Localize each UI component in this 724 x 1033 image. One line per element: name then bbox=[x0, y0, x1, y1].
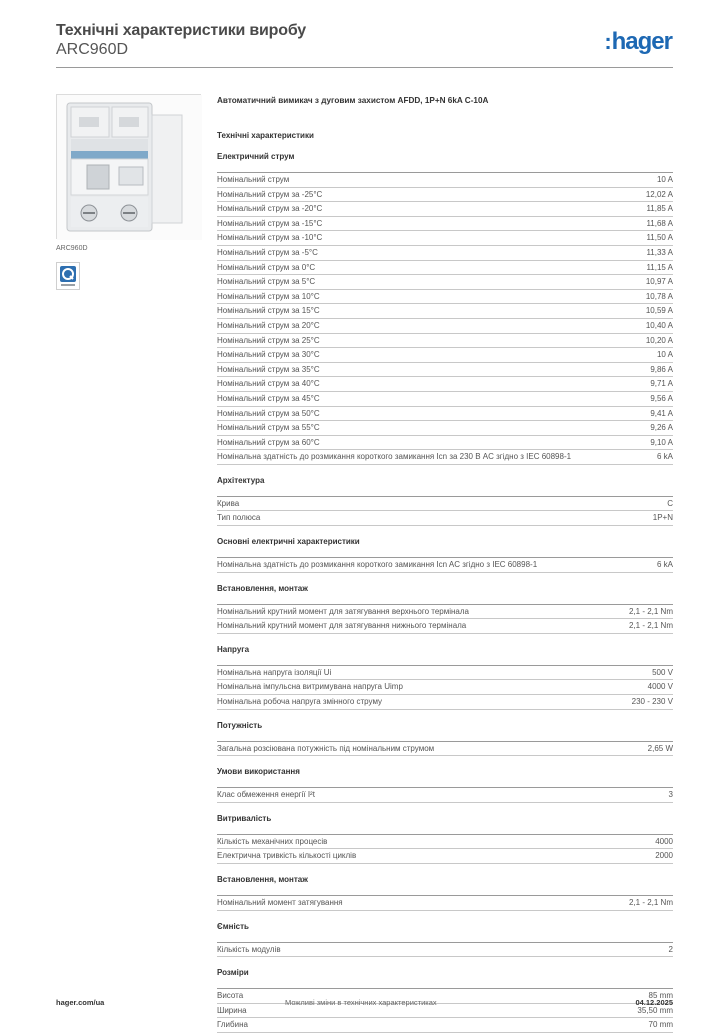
product-image-caption: ARC960D bbox=[56, 245, 88, 252]
spec-label: Номінальний струм за 0°C bbox=[217, 262, 316, 272]
spec-section bbox=[217, 465, 673, 526]
spec-value: 11,85 A bbox=[646, 204, 673, 214]
spec-row bbox=[217, 619, 673, 634]
section-heading: Встановлення, монтаж bbox=[217, 864, 673, 896]
footer-website-link[interactable]: hager.com/ua bbox=[56, 998, 105, 1007]
spec-label: Номінальний струм за -5°C bbox=[217, 247, 318, 257]
logo-text: hager bbox=[611, 28, 672, 55]
spec-label: Клас обмеження енергії I²t bbox=[217, 790, 315, 800]
spec-section bbox=[217, 803, 673, 864]
spec-label: Номінальний крутний момент для затягування верхнього термінала bbox=[217, 606, 469, 616]
spec-label: Кількість механічних процесів bbox=[217, 836, 328, 846]
quality-badge[interactable] bbox=[56, 262, 80, 290]
section-heading: Розміри bbox=[217, 957, 673, 989]
spec-label: Номінальний струм за -20°C bbox=[217, 204, 323, 214]
spec-row bbox=[217, 680, 673, 695]
spec-value: 10,59 A bbox=[645, 306, 673, 316]
spec-label: Тип полюса bbox=[217, 513, 261, 523]
product-image[interactable] bbox=[56, 94, 201, 239]
page-header bbox=[56, 22, 674, 68]
spec-label: Номінальний струм за 10°C bbox=[217, 291, 320, 301]
spec-value: 1P+N bbox=[652, 513, 673, 523]
spec-row bbox=[217, 436, 673, 451]
spec-section bbox=[217, 864, 673, 911]
spec-label: Номінальний момент затягування bbox=[217, 898, 343, 907]
spec-value: 9,56 A bbox=[650, 393, 673, 403]
spec-value: 10 A bbox=[656, 350, 673, 360]
spec-label: Номінальний струм за 5°C bbox=[217, 277, 316, 287]
spec-value: 11,50 A bbox=[646, 233, 673, 243]
spec-row bbox=[217, 421, 673, 436]
spec-value: 10,97 A bbox=[645, 277, 673, 287]
spec-label: Номінальна напруга ізоляції Ui bbox=[217, 667, 332, 677]
spec-value: 2 bbox=[668, 944, 673, 954]
spec-label: Номінальний струм за 40°C bbox=[217, 379, 320, 389]
spec-value: 9,26 A bbox=[650, 423, 673, 433]
spec-value: 230 - 230 V bbox=[631, 697, 673, 707]
spec-label: Номінальний струм за -10°C bbox=[217, 233, 323, 243]
spec-label: Загальна розсіювана потужність під номінальним струмом bbox=[217, 743, 435, 753]
logo-colon-icon: : bbox=[604, 29, 611, 54]
technical-specs-title: Технічні характеристики bbox=[217, 131, 314, 140]
spec-section bbox=[217, 710, 673, 757]
spec-label: Номінальний струм за 35°C bbox=[217, 364, 320, 374]
spec-row bbox=[217, 788, 673, 803]
spec-value: 3 bbox=[668, 790, 673, 800]
spec-value: 2,65 W bbox=[647, 743, 673, 753]
spec-value: 70 mm bbox=[648, 1020, 673, 1030]
spec-value: 4000 V bbox=[647, 682, 673, 692]
spec-row bbox=[217, 742, 673, 757]
spec-label: Номінальний струм за 45°C bbox=[217, 393, 320, 403]
spec-label: Кількість модулів bbox=[217, 944, 281, 954]
section-heading: Електричний струм bbox=[217, 141, 673, 173]
spec-value: 10,20 A bbox=[645, 335, 673, 345]
spec-section bbox=[217, 573, 673, 634]
spec-value: 11,68 A bbox=[646, 218, 673, 228]
section-heading: Архітектура bbox=[217, 465, 673, 497]
spec-row bbox=[217, 290, 673, 305]
spec-label: Номінальний струм за 50°C bbox=[217, 408, 320, 418]
footer-notice: Можливі зміни в технічних характеристиках bbox=[285, 998, 437, 1007]
product-description: Автоматичний вимикач з дуговим захистом AFDD, 1P+N 6kA C-10A bbox=[217, 96, 489, 105]
spec-row bbox=[217, 363, 673, 378]
spec-section bbox=[217, 526, 673, 573]
spec-value: 2,1 - 2,1 Nm bbox=[628, 606, 673, 616]
spec-row bbox=[217, 246, 673, 261]
spec-label: Висота bbox=[217, 991, 244, 1001]
spec-row bbox=[217, 188, 673, 203]
circuit-breaker-icon bbox=[57, 95, 202, 240]
spec-label: Електрична тривкість кількості циклів bbox=[217, 851, 357, 861]
spec-row bbox=[217, 666, 673, 681]
spec-label: Глибина bbox=[217, 1020, 248, 1030]
spec-value: 11,15 A bbox=[646, 262, 673, 272]
spec-label: Номінальна робоча напруга змінного струму bbox=[217, 697, 383, 707]
section-heading: Основні електричні характеристики bbox=[217, 526, 673, 558]
spec-label: Номінальний струм bbox=[217, 175, 290, 184]
spec-value: 10,78 A bbox=[645, 291, 673, 301]
spec-value: 12,02 A bbox=[645, 189, 673, 199]
spec-row bbox=[217, 497, 673, 512]
spec-value: 35,50 mm bbox=[637, 1005, 673, 1015]
section-heading: Потужність bbox=[217, 710, 673, 742]
spec-row bbox=[217, 304, 673, 319]
spec-label: Номінальний струм за 15°C bbox=[217, 306, 320, 316]
header-divider bbox=[56, 67, 673, 68]
spec-value: 6 kA bbox=[656, 452, 673, 462]
spec-value: 9,71 A bbox=[650, 379, 673, 389]
spec-value: 9,86 A bbox=[650, 364, 673, 374]
spec-row bbox=[217, 377, 673, 392]
spec-row bbox=[217, 334, 673, 349]
spec-value: 10,40 A bbox=[645, 320, 673, 330]
spec-row bbox=[217, 943, 673, 958]
product-code-heading: ARC960D bbox=[56, 41, 129, 58]
spec-sections bbox=[217, 141, 673, 1033]
section-heading: Умови використання bbox=[217, 756, 673, 788]
section-heading: Витривалість bbox=[217, 803, 673, 835]
spec-row bbox=[217, 217, 673, 232]
spec-value: 10 A bbox=[656, 175, 673, 184]
spec-label: Номінальний струм за -15°C bbox=[217, 218, 323, 228]
spec-value: 6 kA bbox=[656, 560, 673, 570]
spec-label: Номінальний струм за 20°C bbox=[217, 320, 320, 330]
spec-row bbox=[217, 275, 673, 290]
spec-label: Ширина bbox=[217, 1005, 247, 1015]
spec-value: 4000 bbox=[655, 836, 673, 846]
spec-row bbox=[217, 392, 673, 407]
spec-section bbox=[217, 911, 673, 958]
spec-label: Номінальний крутний момент для затягування нижнього термінала bbox=[217, 621, 467, 631]
spec-value: 2,1 - 2,1 Nm bbox=[628, 898, 673, 907]
spec-section bbox=[217, 957, 673, 1033]
spec-row bbox=[217, 849, 673, 864]
spec-value: 2000 bbox=[655, 851, 673, 861]
spec-label: Номінальний струм за 25°C bbox=[217, 335, 320, 345]
spec-row bbox=[217, 835, 673, 850]
spec-value: 2,1 - 2,1 Nm bbox=[628, 621, 673, 631]
quality-q-icon bbox=[57, 263, 79, 289]
spec-value: 9,41 A bbox=[650, 408, 673, 418]
spec-row bbox=[217, 173, 673, 188]
spec-row bbox=[217, 348, 673, 363]
spec-row bbox=[217, 261, 673, 276]
spec-row bbox=[217, 695, 673, 710]
product-sidebar bbox=[56, 94, 201, 290]
spec-label: Номінальна здатність до розмикання короткого замикання Icn AC згідно з IEC 60898-1 bbox=[217, 560, 538, 570]
spec-row bbox=[217, 605, 673, 620]
spec-value: 9,10 A bbox=[650, 437, 673, 447]
spec-label: Номінальна імпульсна витримувана напруга Uimp bbox=[217, 682, 403, 692]
spec-row bbox=[217, 511, 673, 526]
spec-row bbox=[217, 558, 673, 573]
spec-label: Номінальний струм за 30°C bbox=[217, 350, 320, 360]
specifications-content bbox=[217, 95, 673, 1033]
spec-section bbox=[217, 141, 673, 465]
spec-row bbox=[217, 202, 673, 217]
spec-label: Номінальний струм за 55°C bbox=[217, 423, 320, 433]
section-heading: Ємність bbox=[217, 911, 673, 943]
spec-row bbox=[217, 1018, 673, 1033]
spec-row bbox=[217, 450, 673, 465]
hager-logo[interactable] bbox=[604, 28, 672, 56]
spec-label: Номінальний струм за 60°C bbox=[217, 437, 320, 447]
spec-value: 500 V bbox=[652, 667, 673, 677]
page-title: Технічні характеристики виробу bbox=[56, 22, 306, 39]
spec-row bbox=[217, 319, 673, 334]
spec-value: 85 mm bbox=[648, 991, 673, 1001]
spec-value: 11,33 A bbox=[646, 247, 673, 257]
spec-row bbox=[217, 231, 673, 246]
spec-value: C bbox=[667, 498, 673, 508]
spec-label: Номінальний струм за -25°C bbox=[217, 189, 323, 199]
section-heading: Встановлення, монтаж bbox=[217, 573, 673, 605]
section-heading: Напруга bbox=[217, 634, 673, 666]
spec-row bbox=[217, 896, 673, 911]
spec-label: Номінальна здатність до розмикання короткого замикання Icn за 230 В AC згідно з IEC 60898-1 bbox=[217, 452, 572, 462]
spec-row bbox=[217, 407, 673, 422]
footer-date: 04.12.2025 bbox=[635, 998, 673, 1007]
spec-label: Крива bbox=[217, 498, 240, 508]
spec-section bbox=[217, 756, 673, 803]
spec-section bbox=[217, 634, 673, 710]
